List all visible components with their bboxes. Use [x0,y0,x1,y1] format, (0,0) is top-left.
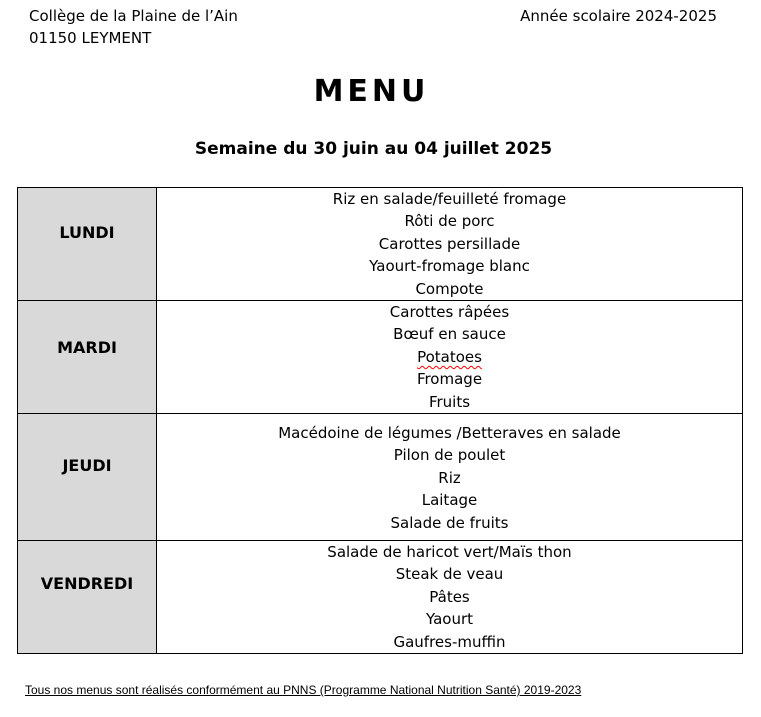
dishes-cell [157,301,743,414]
day-cell [18,414,157,541]
dishes-cell [157,188,743,301]
school-name: Collège de la Plaine de l’Ain [29,7,238,25]
day-row-mardi [18,301,743,414]
dishes-cell [157,541,743,654]
dish-item: Carottes râpées [389,303,510,322]
dish-item: Fruits [428,392,471,411]
dish-item: Compote [415,279,484,298]
day-row-jeudi [18,414,743,541]
day-row-lundi [18,188,743,301]
dish-item: Riz en salade/feuilleté fromage [332,190,567,208]
dish-item: Steak de veau [395,565,504,584]
dishes-cell [157,414,743,541]
day-cell [18,188,157,301]
dish-item: Salade de fruits [390,513,509,532]
page-title: MENU [313,74,430,109]
dish-item: Pilon de poulet [393,446,506,465]
day-label: VENDREDI [40,573,134,593]
day-row-vendredi [18,541,743,654]
day-label: JEUDI [62,455,112,475]
dish-item: Rôti de porc [404,212,495,231]
dish-item: Fromage [416,370,483,389]
dish-item: Yaourt-fromage blanc [369,257,530,276]
school-year: Année scolaire 2024-2025 [520,7,717,25]
dish-item: Laitage [421,491,478,510]
dish-item-wrapper [157,346,742,368]
dish-item: Yaourt [425,610,474,629]
dish-item: Bœuf en sauce [393,325,506,344]
day-cell [18,541,157,654]
dish-item: Gaufres-muffin [393,632,506,651]
dish-item: Potatoes [417,347,482,366]
day-cell [18,301,157,414]
dish-item: Macédoine de légumes /Betteraves en salade [278,424,621,443]
menu-table [17,187,743,654]
school-info [29,5,238,49]
pnns-footnote: Tous nos menus sont réalisés conformément au PNNS (Programme National Nutrition Santé) 2019-2023 [25,683,582,697]
week-subtitle: Semaine du 30 juin au 04 juillet 2025 [194,139,553,159]
day-label: MARDI [57,337,117,357]
dish-item: Pâtes [429,587,470,606]
dish-item: Salade de haricot vert/Maïs thon [327,543,572,562]
dish-item: Riz [438,468,461,487]
dish-item: Carottes persillade [378,234,521,253]
school-address: 01150 LEYMENT [29,29,152,47]
day-label: LUNDI [59,222,115,242]
